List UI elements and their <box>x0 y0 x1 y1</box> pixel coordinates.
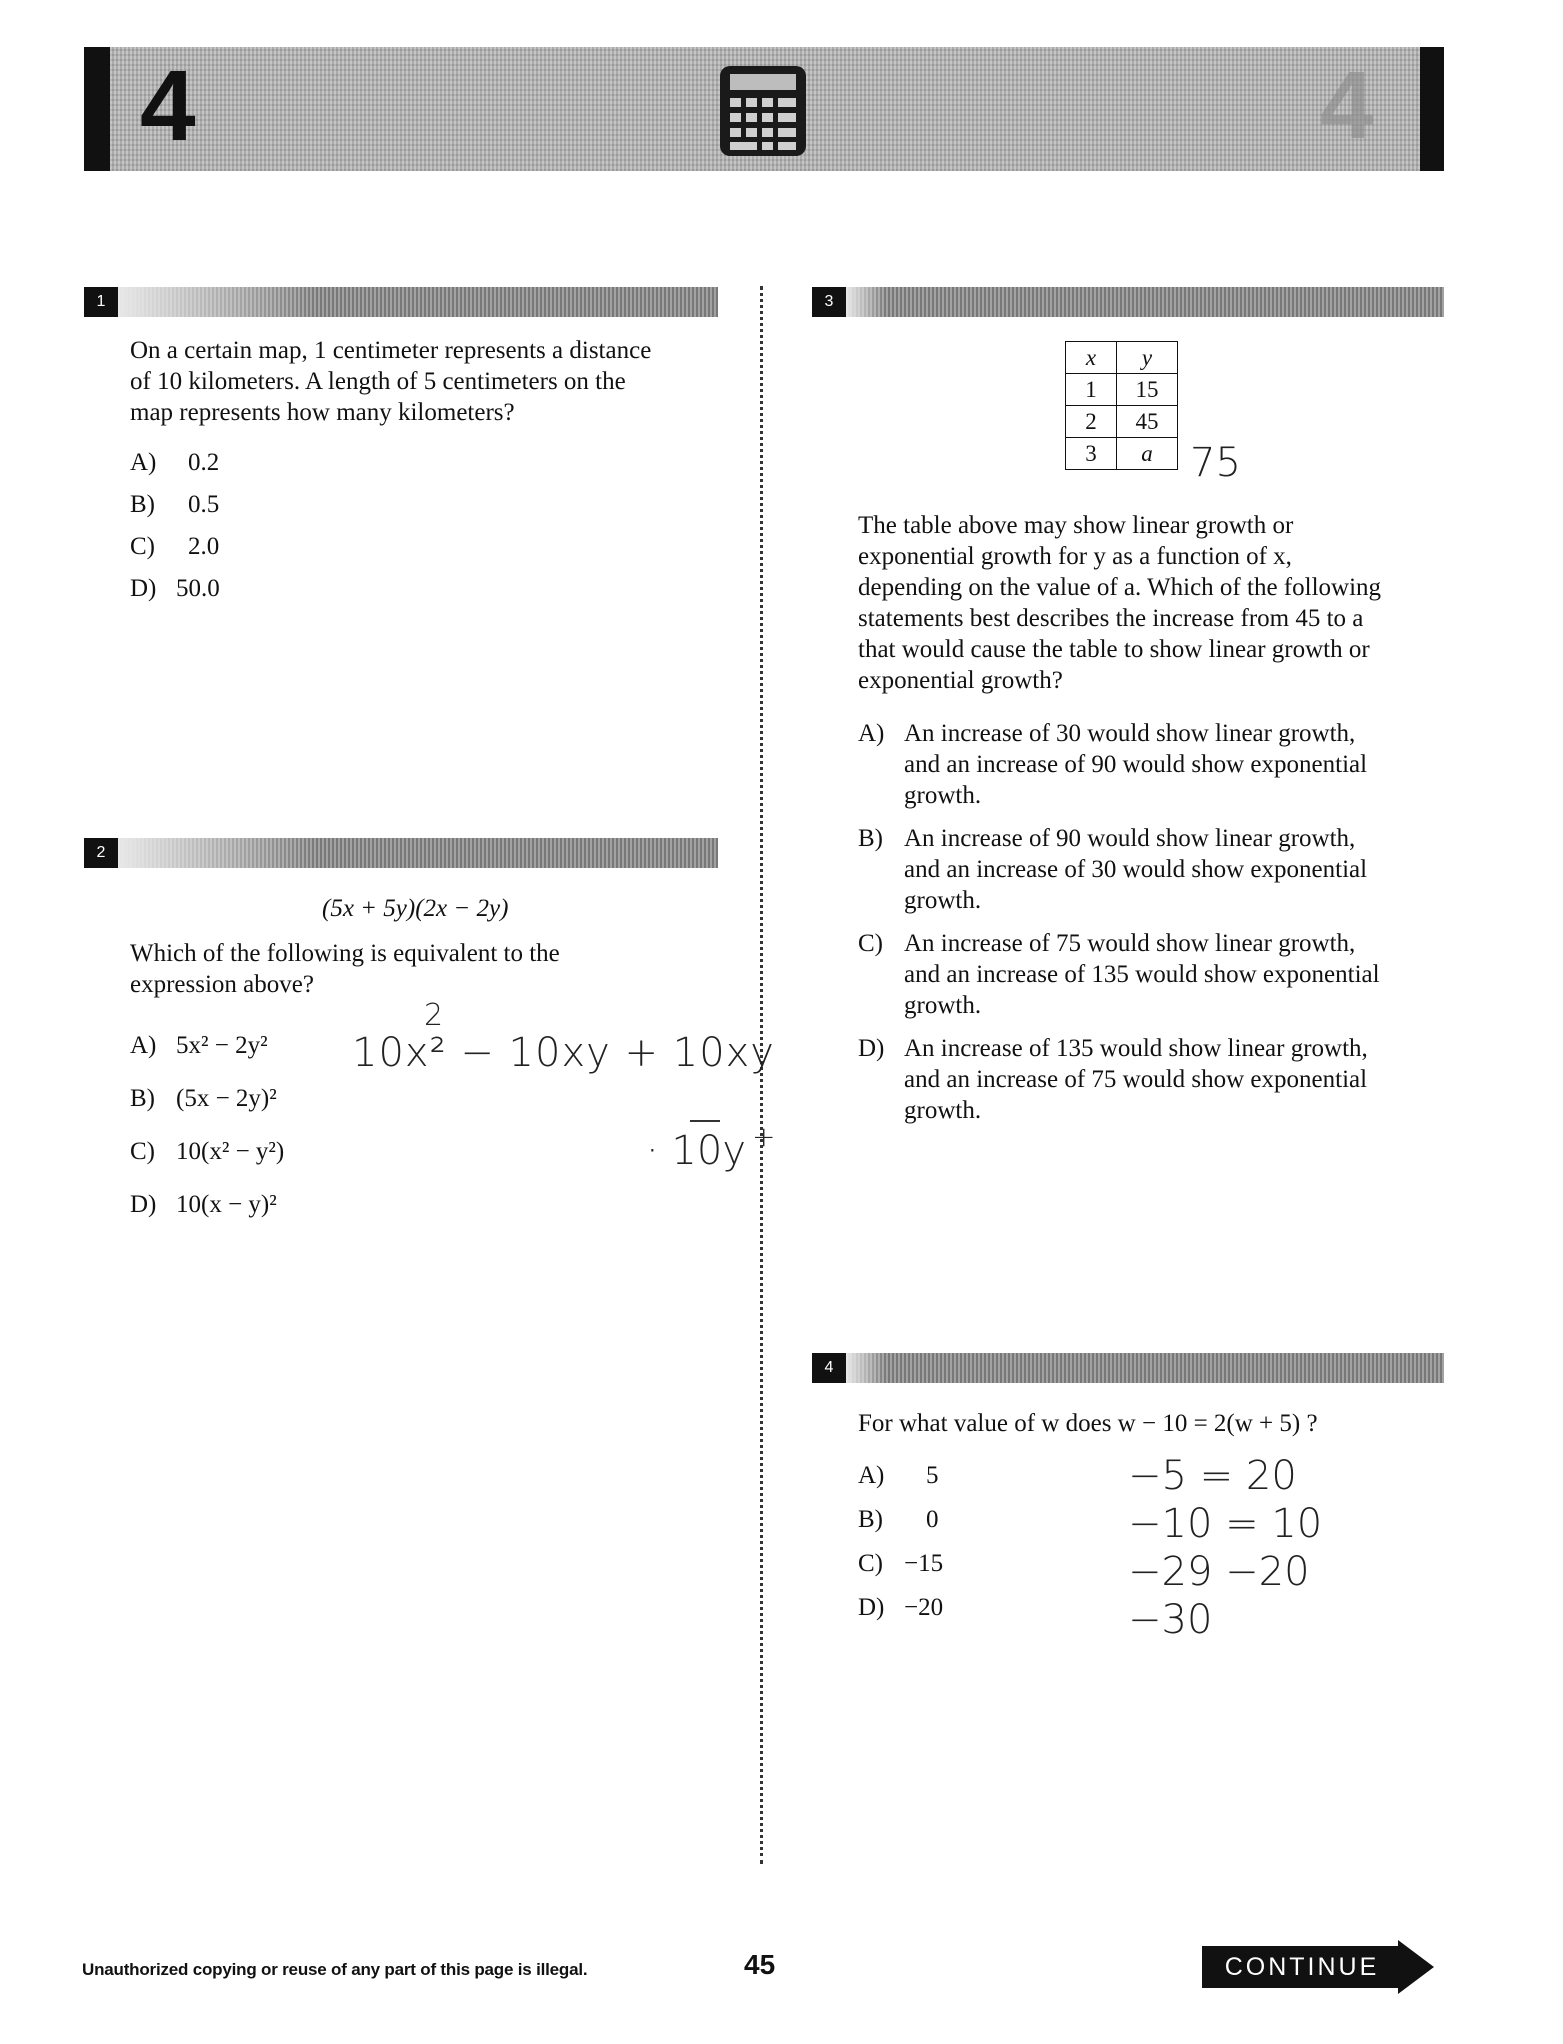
page-number: 45 <box>744 1949 776 1980</box>
option-c[interactable]: C) 10(x² − y²) <box>130 1138 285 1165</box>
table-cell: 1 <box>1066 374 1117 406</box>
option-a[interactable]: A) 5x² − 2y² <box>130 1032 268 1059</box>
question-4-stem: For what value of w does w − 10 = 2(w + 5) ? <box>858 1410 1318 1437</box>
option-b[interactable]: B) 0 <box>858 1506 939 1533</box>
handwritten-work: −5 = 20 −10 = 10 −29 −20 −30 <box>1128 1453 1323 1643</box>
handwritten-term: · 10y <box>646 1128 746 1174</box>
section-number-ghost: 4 <box>1320 52 1374 159</box>
table-cell: a <box>1117 438 1178 470</box>
handwritten-answer: 75 <box>1190 440 1241 486</box>
question-2-stem: Which of the following is equivalent to the expression above? <box>130 940 560 998</box>
calculator-icon <box>716 64 810 158</box>
option-a[interactable]: A) An increase of 30 would show linear growth, and an increase of 90 would show exponential growth. <box>858 720 1368 809</box>
question-3-stem: The table above may show linear growth or exponential growth for y as a function of x, depending on the value of a. Which of the following statements best describes the increase from 45 to a that would cause the table to show linear growth or exponential growth? <box>858 512 1382 694</box>
option-c[interactable]: C) An increase of 75 would show linear growth, and an increase of 135 would show exponential growth. <box>858 930 1380 1019</box>
table-cell: 45 <box>1117 406 1178 438</box>
question-4-options <box>858 1460 943 1636</box>
table-cell: 15 <box>1117 374 1178 406</box>
question-3-options <box>858 718 1380 1138</box>
question-2-expression: (5x + 5y)(2x − 2y) <box>322 895 509 922</box>
question-1-options <box>130 447 220 615</box>
option-a[interactable]: A) 5 <box>858 1462 939 1489</box>
question-3-bar <box>812 287 1444 317</box>
handwritten-line <box>690 1120 720 1122</box>
copyright-notice: Unauthorized copying or reuse of any part of this page is illegal. <box>82 1960 588 1979</box>
continue-arrow <box>1202 1940 1434 1994</box>
option-d[interactable]: D) −20 <box>858 1594 944 1621</box>
option-d[interactable]: D) 10(x − y)² <box>130 1191 277 1218</box>
option-c[interactable]: C) −15 <box>858 1550 944 1577</box>
question-4-number: 4 <box>812 1353 846 1383</box>
table-header-row <box>1066 342 1178 374</box>
xy-table <box>1065 341 1178 470</box>
question-2-number: 2 <box>84 838 118 868</box>
question-1-stem: On a certain map, 1 centimeter represents a distance of 10 kilometers. A length of 5 centimeters on the map represents how many kilometers? <box>130 337 652 426</box>
option-d[interactable]: D) An increase of 135 would show linear growth, and an increase of 75 would show exponential growth. <box>858 1035 1368 1124</box>
question-1-number: 1 <box>84 287 118 317</box>
question-3-number: 3 <box>812 287 846 317</box>
table-row <box>1066 438 1178 470</box>
option-d[interactable]: D) 50.0 <box>130 575 220 602</box>
question-2-bar <box>84 838 718 868</box>
table-header-x: x <box>1066 342 1117 374</box>
option-c[interactable]: C) 2.0 <box>130 533 220 560</box>
continue-label: CONTINUE <box>1224 1953 1380 1981</box>
section-band-right-edge <box>1420 47 1444 171</box>
question-2-options <box>130 1030 284 1242</box>
table-row <box>1066 374 1178 406</box>
table-cell: 2 <box>1066 406 1117 438</box>
table-header-y: y <box>1117 342 1178 374</box>
question-1-bar <box>84 287 718 317</box>
question-4-bar <box>812 1353 1444 1383</box>
table-cell: 3 <box>1066 438 1117 470</box>
handwritten-mark: + <box>752 1120 776 1153</box>
section-band-left-edge <box>84 47 110 171</box>
option-a[interactable]: A) 0.2 <box>130 449 220 476</box>
option-b[interactable]: B) (5x − 2y)² <box>130 1085 277 1112</box>
table-row <box>1066 406 1178 438</box>
option-b[interactable]: B) An increase of 90 would show linear growth, and an increase of 30 would show exponential growth. <box>858 825 1368 914</box>
handwritten-expansion: 10x² − 10xy + 10xy <box>352 1030 775 1076</box>
option-b[interactable]: B) 0.5 <box>130 491 220 518</box>
section-number: 4 <box>140 50 196 162</box>
handwritten-superscript: 2 <box>424 998 444 1033</box>
